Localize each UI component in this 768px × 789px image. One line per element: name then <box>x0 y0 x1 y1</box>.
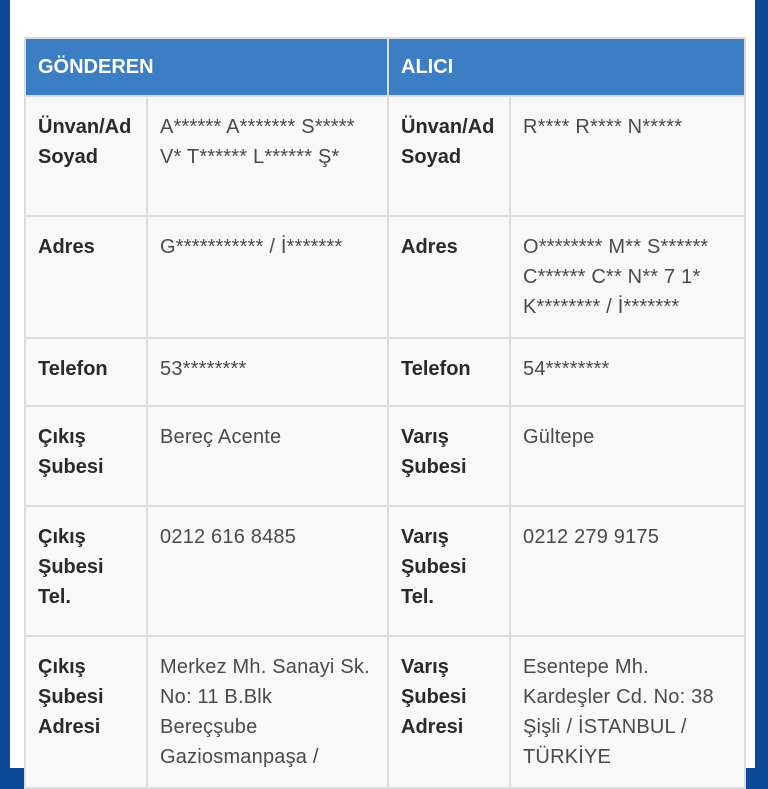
sender-receiver-table <box>24 37 746 789</box>
departure-branch-address-value: Merkez Mh. Sanayi Sk. No: 11 B.Blk Bereçşube Gaziosmanpaşa / <box>147 636 388 788</box>
table-row-branch <box>25 406 745 506</box>
table-row-name <box>25 96 745 216</box>
receiver-phone-label: Telefon <box>388 338 510 406</box>
receiver-name-label: Ünvan/Ad Soyad <box>388 96 510 216</box>
sender-phone-value: 53******** <box>147 338 388 406</box>
page-background-left <box>0 0 10 768</box>
receiver-header: ALICI <box>388 38 745 96</box>
sender-address-value: G*********** / İ******* <box>147 216 388 338</box>
receiver-address-label: Adres <box>388 216 510 338</box>
table-row-phone <box>25 338 745 406</box>
departure-branch-value: Bereç Acente <box>147 406 388 506</box>
arrival-branch-address-value: Esentepe Mh. Kardeşler Cd. No: 38 Şişli / İSTANBUL / TÜRKİYE <box>510 636 745 788</box>
arrival-branch-label: Varış Şubesi <box>388 406 510 506</box>
departure-branch-label: Çıkış Şubesi <box>25 406 147 506</box>
table-row-branch-address <box>25 636 745 788</box>
arrival-branch-value: Gültepe <box>510 406 745 506</box>
sender-name-value: A****** A******* S***** V* T****** L****** Ş* <box>147 96 388 216</box>
shipment-details-panel <box>10 0 755 768</box>
departure-branch-phone-value: 0212 616 8485 <box>147 506 388 636</box>
arrival-branch-phone-label: Varış Şubesi Tel. <box>388 506 510 636</box>
sender-header: GÖNDEREN <box>25 38 388 96</box>
sender-phone-label: Telefon <box>25 338 147 406</box>
table-header-row <box>25 38 745 96</box>
arrival-branch-address-label: Varış Şubesi Adresi <box>388 636 510 788</box>
departure-branch-phone-label: Çıkış Şubesi Tel. <box>25 506 147 636</box>
departure-branch-address-label: Çıkış Şubesi Adresi <box>25 636 147 788</box>
receiver-address-value: O******** M** S****** C****** C** N** 7 1* K******** / İ******* <box>510 216 745 338</box>
sender-address-label: Adres <box>25 216 147 338</box>
table-row-branch-phone <box>25 506 745 636</box>
sender-name-label: Ünvan/Ad Soyad <box>25 96 147 216</box>
receiver-name-value: R**** R**** N***** <box>510 96 745 216</box>
arrival-branch-phone-value: 0212 279 9175 <box>510 506 745 636</box>
receiver-phone-value: 54******** <box>510 338 745 406</box>
table-row-address <box>25 216 745 338</box>
